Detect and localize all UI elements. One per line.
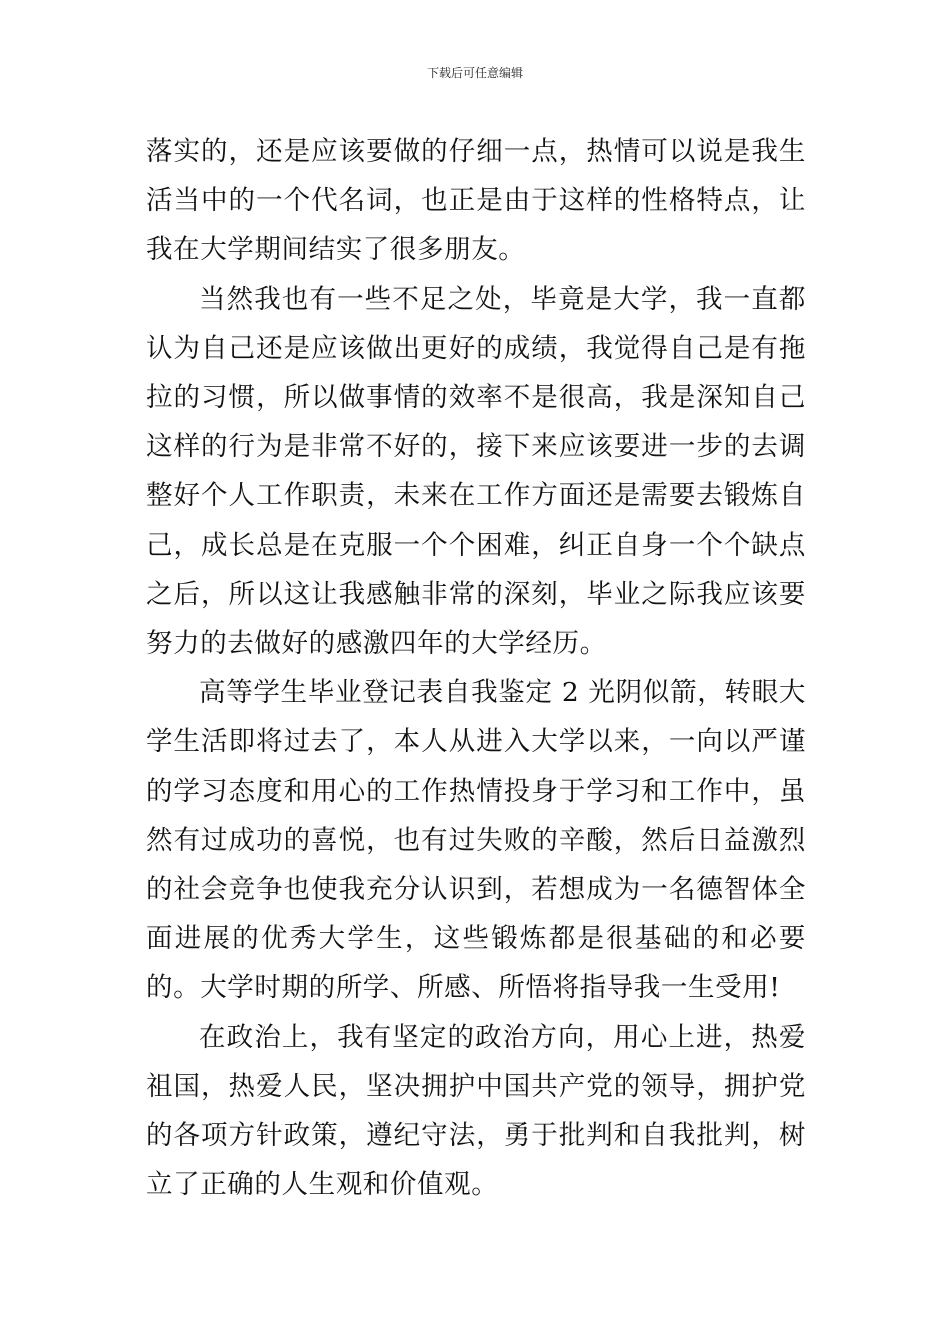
document-body: [146, 127, 806, 1209]
paragraph-4: 在政治上，我有坚定的政治方向，用心上进，热爱祖国，热爱人民，坚决拥护中国共产党的领导，拥护党的各项方针政策，遵纪守法，勇于批判和自我批判，树立了正确的人生观和价值观。: [146, 1021, 806, 1201]
paragraph-2: 当然我也有一些不足之处，毕竟是大学，我一直都认为自己还是应该做出更好的成绩，我觉得自己是有拖拉的习惯，所以做事情的效率不是很高，我是深知自己这样的行为是非常不好的，接下来应该要进一步的去调整好个人工作职责，未来在工作方面还是需要去锻炼自己，成长总是在克服一个个困难，纠正自身一个个缺点之后，所以这让我感触非常的深刻，毕业之际我应该要努力的去做好的感激四年的大学经历。: [146, 283, 806, 660]
page-header-note: 下载后可任意编辑: [426, 66, 523, 80]
paragraph-3: 高等学生毕业登记表自我鉴定 2 光阴似箭，转眼大学生活即将过去了，本人从进入大学以来，一向以严谨的学习态度和用心的工作热情投身于学习和工作中，虽然有过成功的喜悦，也有过失败的辛酸，然后日益激烈的社会竞争也使我充分认识到，若想成为一名德智体全面进展的优秀大学生，这些锻炼都是很基础的和必要的。大学时期的所学、所感、所悟将指导我一生受用!: [146, 677, 806, 1004]
paragraph-1: 落实的，还是应该要做的仔细一点，热情可以说是我生活当中的一个代名词，也正是由于这样的性格特点，让我在大学期间结实了很多朋友。: [146, 136, 806, 266]
